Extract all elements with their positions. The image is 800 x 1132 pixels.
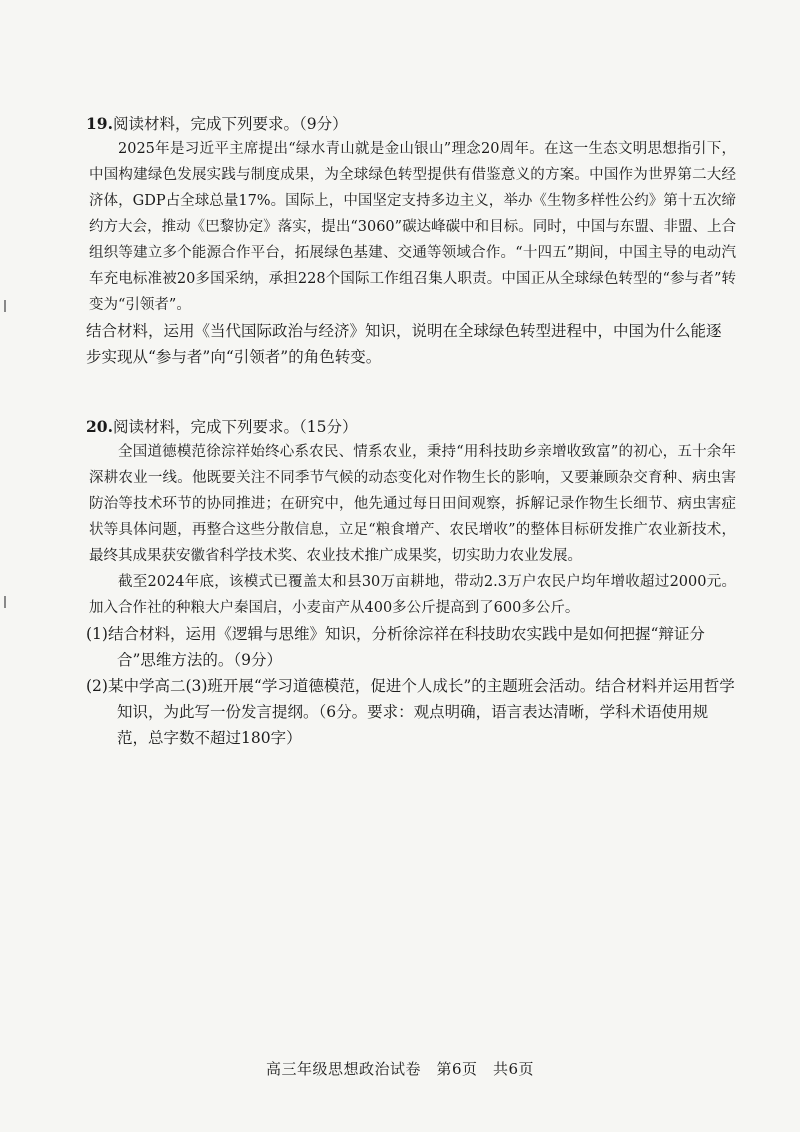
- scan-edge-mark: [4, 300, 6, 312]
- scan-edge-mark: [4, 596, 6, 608]
- material-paragraph: 截至2024年底，该模式已覆盖太和县30万亩耕地，带动2.3万户农民户均年增收超过2000元。加入合作社的种粮大户秦国启，小麦亩产从400多公斤提高到了600多公斤。: [89, 574, 736, 616]
- question-19-material: [86, 136, 736, 318]
- question-number: 20.: [86, 417, 113, 436]
- question-20-material: [86, 439, 736, 621]
- page-footer: 高三年级思想政治试卷 第6页 共6页: [265, 1060, 535, 1078]
- question-20: [86, 415, 736, 751]
- question-instruction: 阅读材料，完成下列要求。（15分）: [112, 418, 358, 436]
- question-19-title: [86, 112, 736, 136]
- question-20-title: [86, 415, 736, 439]
- material-paragraph: 全国道德模范徐淙祥始终心系农民、情系农业，秉持“用科技助乡亲增收致富”的初心，五十余年深耕农业一线。他既要关注不同季节气候的动态变化对作物生长的影响，又要兼顾杂交育种、病虫害防治等技术环节的协同推进；在研究中，他先通过每日田间观察，拆解记录作物生长细节、病虫害症状等具体问题，再整合这些分散信息，立足“粮食增产、农民增收”的整体目标研发推广农业新技术，最终其成果获安徽省科学技术奖、农业技术推广成果奖，切实助力农业发展。: [89, 444, 736, 564]
- material-paragraph: 2025年是习近平主席提出“绿水青山就是金山银山”理念20周年。在这一生态文明思想指引下，中国构建绿色发展实践与制度成果，为全球绿色转型提供有借鉴意义的方案。中国作为世界第二大经济体，GDP占全球总量17%。国际上，中国坚定支持多边主义，举办《生物多样性公约》第十五次缔约方大会，推动《巴黎协定》落实，提出“3060”碳达峰碳中和目标。同时，中国与东盟、非盟、上合组织等建立多个能源合作平台，拓展绿色基建、交通等领域合作。“十四五”期间，中国主导的电动汽车充电标准被20多国采纳，承担228个国际工作组召集人职责。中国正从全球绿色转型的“参与者”转变为“引领者”。: [89, 141, 736, 313]
- question-number: 19.: [86, 114, 113, 133]
- question-19-task: 结合材料，运用《当代国际政治与经济》知识，说明在全球绿色转型进程中，中国为什么能逐步实现从“参与者”向“引领者”的角色转变。: [86, 322, 722, 366]
- question-20-sub-1: (1)结合材料，运用《逻辑与思维》知识，分析徐淙祥在科技助农实践中是如何把握“辩证分合”思维方法的。（9分）: [86, 625, 705, 669]
- question-instruction: 阅读材料，完成下列要求。（9分）: [112, 115, 348, 133]
- question-20-sub-2: (2)某中学高二(3)班开展“学习道德模范，促进个人成长”的主题班会活动。结合材料并运用哲学知识，为此写一份发言提纲。（6分。要求：观点明确，语言表达清晰，学科术语使用规范，总字数不超过180字）: [86, 677, 735, 747]
- question-19: [86, 112, 736, 370]
